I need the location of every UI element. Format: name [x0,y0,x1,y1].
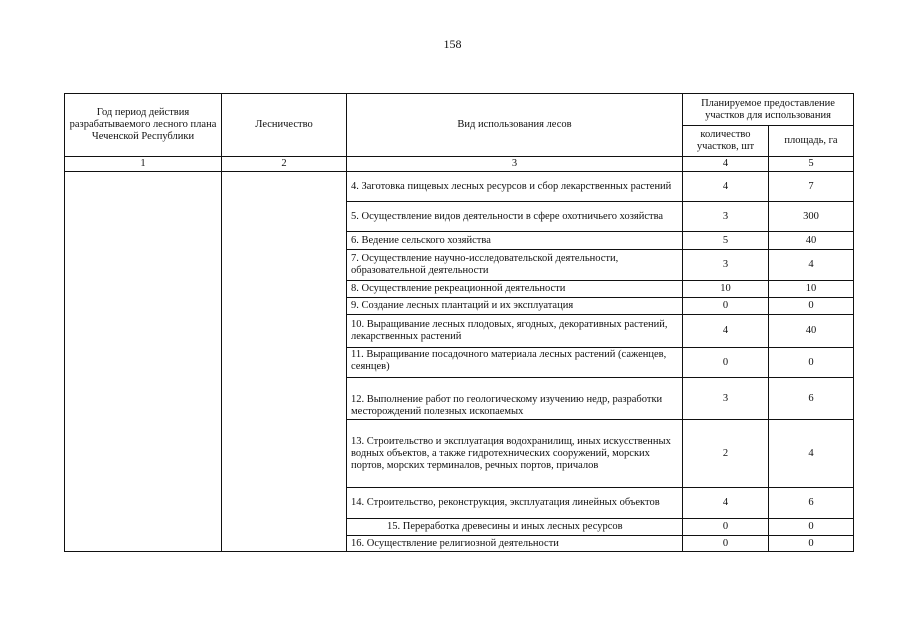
usage-cell: 16. Осуществление религиозной деятельности [347,536,683,552]
usage-cell: 14. Строительство, реконструкция, эксплуатация линейных объектов [347,488,683,519]
count-cell: 3 [683,250,769,281]
area-cell: 40 [769,232,854,250]
area-cell: 6 [769,488,854,519]
count-cell: 4 [683,172,769,202]
usage-cell: 5. Осуществление видов деятельности в сфере охотничьего хозяйства [347,202,683,232]
area-cell: 6 [769,378,854,420]
header-usage-type: Вид использования лесов [347,94,683,157]
area-cell: 0 [769,536,854,552]
usage-cell: 11. Выращивание посадочного материала лесных растений (саженцев, сеянцев) [347,348,683,378]
area-cell: 300 [769,202,854,232]
column-number: 5 [769,157,854,172]
forest-usage-table [64,93,854,552]
usage-cell: 7. Осуществление научно-исследовательской деятельности, образовательной деятельности [347,250,683,281]
count-cell: 4 [683,315,769,348]
area-cell: 0 [769,298,854,315]
column-number: 3 [347,157,683,172]
usage-cell: 10. Выращивание лесных плодовых, ягодных, декоративных растений, лекарственных растений [347,315,683,348]
count-cell: 4 [683,488,769,519]
column-number: 1 [65,157,222,172]
forestry-cell [222,172,347,552]
table-row [65,172,854,202]
count-cell: 5 [683,232,769,250]
count-cell: 0 [683,298,769,315]
count-cell: 0 [683,348,769,378]
count-cell: 0 [683,536,769,552]
usage-cell: 9. Создание лесных плантаций и их эксплуатация [347,298,683,315]
usage-cell: 8. Осуществление рекреационной деятельности [347,281,683,298]
count-cell: 0 [683,519,769,536]
area-cell: 10 [769,281,854,298]
area-cell: 7 [769,172,854,202]
header-forestry: Лесничество [222,94,347,157]
usage-cell: 15. Переработка древесины и иных лесных ресурсов [347,519,683,536]
column-number: 4 [683,157,769,172]
area-cell: 0 [769,348,854,378]
header-plot-count: количество участков, шт [683,126,769,157]
usage-cell: 4. Заготовка пищевых лесных ресурсов и сбор лекарственных растений [347,172,683,202]
count-cell: 3 [683,378,769,420]
area-cell: 4 [769,420,854,488]
period-cell [65,172,222,552]
page-number: 158 [443,37,462,51]
count-cell: 10 [683,281,769,298]
area-cell: 0 [769,519,854,536]
usage-cell: 12. Выполнение работ по геологическому изучению недр, разработки месторождений полезных ископаемых [347,378,683,420]
usage-cell: 13. Строительство и эксплуатация водохранилищ, иных искусственных водных объектов, а также гидротехнических сооружений, морских портов, морских терминалов, речных портов, причалов [347,420,683,488]
header-planned-provision: Планируемое предоставление участков для использования [683,94,854,126]
usage-cell: 6. Ведение сельского хозяйства [347,232,683,250]
column-number: 2 [222,157,347,172]
count-cell: 2 [683,420,769,488]
header-period: Год период действия разрабатываемого лесного плана Чеченской Республики [65,94,222,157]
area-cell: 40 [769,315,854,348]
area-cell: 4 [769,250,854,281]
count-cell: 3 [683,202,769,232]
header-area: площадь, га [769,126,854,157]
